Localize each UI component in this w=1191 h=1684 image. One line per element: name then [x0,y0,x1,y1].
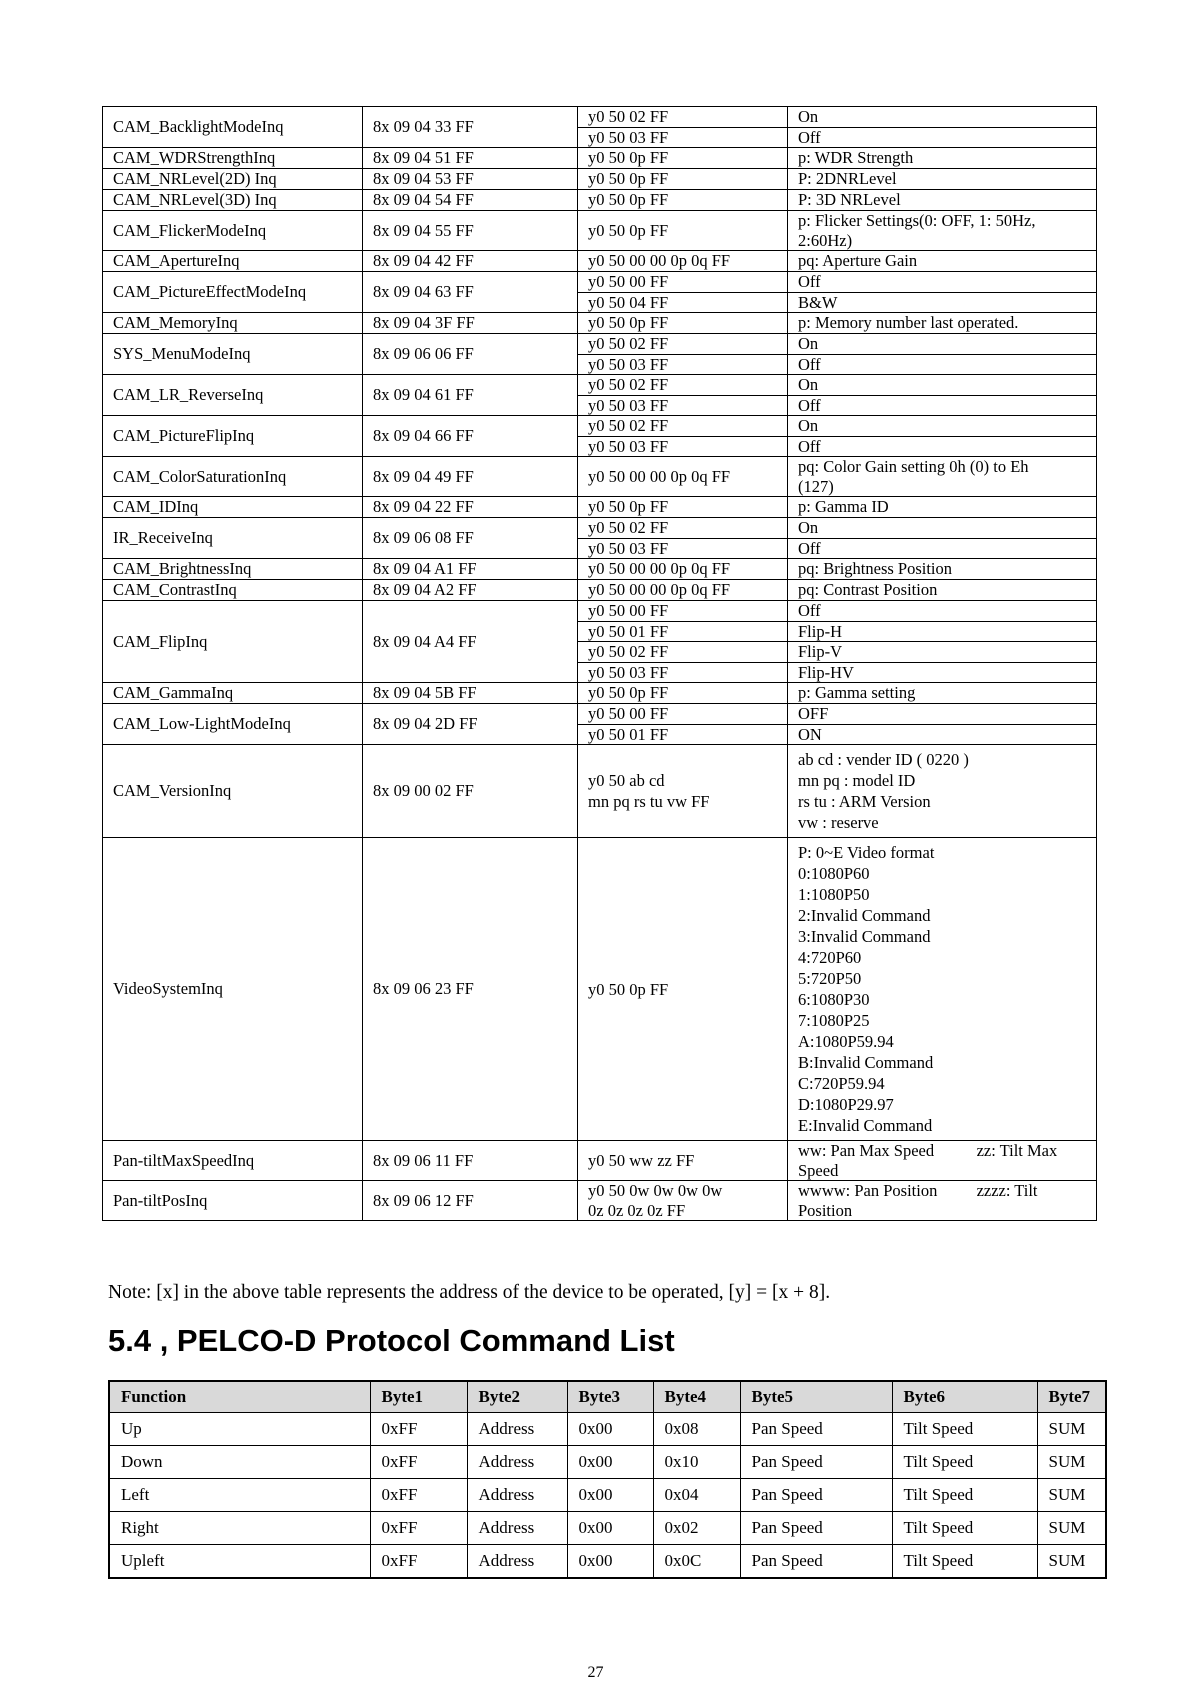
reply-meaning-cell: pq: Brightness Position [788,559,1097,580]
table-row [103,211,1097,251]
inquiry-command-table [102,106,1097,1221]
reply-packet-cell: y0 50 02 FF [578,416,788,437]
inquiry-name-cell: Pan-tiltMaxSpeedInq [103,1141,363,1181]
reply-packet-cell: y0 50 00 FF [578,272,788,293]
table-row [103,334,1097,355]
inquiry-name-cell: CAM_ContrastInq [103,580,363,601]
table-cell: 0x04 [653,1479,740,1512]
inquiry-name-cell: CAM_ColorSaturationInq [103,457,363,497]
reply-packet-cell: y0 50 ab cd mn pq rs tu vw FF [578,745,788,838]
meaning-left-text: wwww: Pan Position Position [798,1181,938,1220]
table-cell: Tilt Speed [892,1512,1037,1545]
table-row [103,580,1097,601]
table-cell: Address [467,1413,567,1446]
table-row [103,375,1097,396]
table-cell: 0xFF [370,1479,467,1512]
table-cell: SUM [1037,1446,1106,1479]
table-row [109,1446,1106,1479]
table-cell: Address [467,1446,567,1479]
reply-meaning-cell: ab cd : vender ID ( 0220 ) mn pq : model ID rs tu : ARM Version vw : reserve [788,745,1097,838]
table-row [103,1181,1097,1221]
reply-packet-cell: y0 50 0p FF [578,169,788,190]
command-packet-cell: 8x 09 04 51 FF [363,148,578,169]
inquiry-name-cell: CAM_PictureFlipInq [103,416,363,457]
command-packet-cell: 8x 09 04 A1 FF [363,559,578,580]
table-row [103,1141,1097,1181]
column-header: Byte3 [567,1381,653,1413]
column-header: Byte7 [1037,1381,1106,1413]
inquiry-name-cell: IR_ReceiveInq [103,518,363,559]
reply-packet-cell: y0 50 03 FF [578,662,788,683]
command-packet-cell: 8x 09 06 12 FF [363,1181,578,1221]
column-header: Byte6 [892,1381,1037,1413]
command-packet-cell: 8x 09 04 2D FF [363,704,578,745]
table-row [109,1545,1106,1579]
meaning-right-text: zz: Tilt Max [976,1141,1058,1160]
table-cell: 0x0C [653,1545,740,1579]
table-row [103,497,1097,518]
table-row [103,838,1097,1141]
pelco-table-body [109,1413,1106,1579]
command-packet-cell: 8x 09 04 54 FF [363,190,578,211]
inquiry-name-cell: CAM_GammaInq [103,683,363,704]
command-packet-cell: 8x 09 04 42 FF [363,251,578,272]
table-cell: 0x00 [567,1545,653,1579]
table-cell: Address [467,1545,567,1579]
table-row [103,313,1097,334]
reply-packet-cell: y0 50 00 00 0p 0q FF [578,559,788,580]
reply-packet-cell: y0 50 0p FF [578,497,788,518]
reply-packet-cell: y0 50 02 FF [578,334,788,355]
reply-meaning-cell: p: Flicker Settings(0: OFF, 1: 50Hz, 2:60Hz) [788,211,1097,251]
table-cell: SUM [1037,1413,1106,1446]
column-header: Function [109,1381,370,1413]
reply-packet-cell: y0 50 0w 0w 0w 0w 0z 0z 0z 0z FF [578,1181,788,1221]
inquiry-name-cell: CAM_BacklightModeInq [103,107,363,148]
table-row [103,518,1097,539]
reply-meaning-cell: On [788,416,1097,437]
table-cell: Tilt Speed [892,1479,1037,1512]
table-cell: 0xFF [370,1512,467,1545]
reply-meaning-cell: p: WDR Strength [788,148,1097,169]
table-cell: Upleft [109,1545,370,1579]
command-packet-cell: 8x 09 04 A2 FF [363,580,578,601]
reply-meaning-cell: P: 3D NRLevel [788,190,1097,211]
command-packet-cell: 8x 09 06 23 FF [363,838,578,1141]
reply-meaning-cell: p: Gamma ID [788,497,1097,518]
table-cell: 0x00 [567,1479,653,1512]
table-row [103,272,1097,293]
inquiry-name-cell: CAM_PictureEffectModeInq [103,272,363,313]
table-cell: Pan Speed [740,1512,892,1545]
reply-packet-cell: y0 50 00 00 0p 0q FF [578,251,788,272]
reply-meaning-cell: Off [788,127,1097,148]
table-cell: Pan Speed [740,1446,892,1479]
reply-meaning-cell: On [788,334,1097,355]
table-row [103,559,1097,580]
command-packet-cell: 8x 09 04 22 FF [363,497,578,518]
reply-meaning-cell: B&W [788,292,1097,313]
table-cell: 0x00 [567,1446,653,1479]
table-cell: Right [109,1512,370,1545]
reply-packet-cell: y0 50 01 FF [578,724,788,745]
reply-packet-cell: y0 50 03 FF [578,354,788,375]
reply-packet-cell: y0 50 00 FF [578,704,788,725]
reply-packet-cell: y0 50 0p FF [578,190,788,211]
reply-meaning-cell: Off [788,272,1097,293]
page-number: 27 [587,1664,604,1681]
reply-packet-cell: y0 50 03 FF [578,395,788,416]
reply-meaning-cell: p: Memory number last operated. [788,313,1097,334]
inquiry-name-cell: CAM_IDInq [103,497,363,518]
command-packet-cell: 8x 09 00 02 FF [363,745,578,838]
inquiry-name-cell: CAM_WDRStrengthInq [103,148,363,169]
reply-meaning-cell: Flip-HV [788,662,1097,683]
inquiry-name-cell: CAM_FlickerModeInq [103,211,363,251]
reply-packet-cell: y0 50 03 FF [578,436,788,457]
table-row [109,1512,1106,1545]
reply-packet-cell: y0 50 02 FF [578,518,788,539]
table-row [103,457,1097,497]
command-packet-cell: 8x 09 04 53 FF [363,169,578,190]
reply-meaning-cell: p: Gamma setting [788,683,1097,704]
reply-meaning-cell: Off [788,436,1097,457]
reply-meaning-cell: On [788,107,1097,128]
inquiry-table-body [103,107,1097,1221]
reply-meaning-cell: Flip-V [788,642,1097,663]
table-cell: Left [109,1479,370,1512]
reply-packet-cell: y0 50 0p FF [578,683,788,704]
inquiry-name-cell: Pan-tiltPosInq [103,1181,363,1221]
inquiry-name-cell: CAM_NRLevel(3D) Inq [103,190,363,211]
table-cell: 0x08 [653,1413,740,1446]
table-note: Note: [x] in the above table represents the address of the device to be operated, [y] = [x + 8]. [108,1282,831,1303]
table-row [103,169,1097,190]
command-packet-cell: 8x 09 04 55 FF [363,211,578,251]
reply-meaning-cell: P: 0~E Video format 0:1080P60 1:1080P50 2:Invalid Command 3:Invalid Command 4:720P60 5:720P50 6:1080P30 7:1080P25 A:1080P59.94 B:Invalid Command C:720P59.94 D:1080P29.97 E:Invalid Command [788,838,1097,1141]
reply-packet-cell: y0 50 00 00 0p 0q FF [578,580,788,601]
reply-meaning-cell [788,1181,1097,1221]
inquiry-name-cell: CAM_BrightnessInq [103,559,363,580]
command-packet-cell: 8x 09 04 5B FF [363,683,578,704]
inquiry-name-cell: SYS_MenuModeInq [103,334,363,375]
inquiry-name-cell: CAM_MemoryInq [103,313,363,334]
table-cell: Tilt Speed [892,1446,1037,1479]
table-cell: 0xFF [370,1413,467,1446]
reply-packet-cell: y0 50 01 FF [578,621,788,642]
table-cell: Up [109,1413,370,1446]
inquiry-name-cell: VideoSystemInq [103,838,363,1141]
reply-packet-cell: y0 50 00 00 0p 0q FF [578,457,788,497]
inquiry-name-cell: CAM_ApertureInq [103,251,363,272]
table-cell: Pan Speed [740,1413,892,1446]
reply-meaning-cell: OFF [788,704,1097,725]
table-row [103,190,1097,211]
table-cell: 0x00 [567,1413,653,1446]
table-row [103,745,1097,838]
reply-packet-cell: y0 50 0p FF [578,313,788,334]
section-title: 5.4 , PELCO-D Protocol Command List [108,1323,675,1358]
reply-meaning-cell: On [788,375,1097,396]
inquiry-name-cell: CAM_Low-LightModeInq [103,704,363,745]
column-header: Byte2 [467,1381,567,1413]
pelco-header-row [109,1381,1106,1413]
reply-meaning-cell: pq: Aperture Gain [788,251,1097,272]
column-header: Byte4 [653,1381,740,1413]
reply-meaning-cell: Off [788,395,1097,416]
inquiry-name-cell: CAM_NRLevel(2D) Inq [103,169,363,190]
table-cell: Address [467,1479,567,1512]
table-row [103,107,1097,128]
pelco-d-command-table [108,1380,1107,1579]
column-header: Byte5 [740,1381,892,1413]
table-row [103,148,1097,169]
command-packet-cell: 8x 09 04 49 FF [363,457,578,497]
reply-packet-cell: y0 50 02 FF [578,642,788,663]
reply-meaning-cell: Off [788,354,1097,375]
meaning-left-text: ww: Pan Max Speed Speed [798,1141,935,1180]
reply-packet-cell: y0 50 0p FF [578,838,788,1141]
reply-meaning-cell: pq: Contrast Position [788,580,1097,601]
reply-meaning-cell: On [788,518,1097,539]
reply-packet-cell: y0 50 0p FF [578,211,788,251]
table-cell: Address [467,1512,567,1545]
table-cell: Down [109,1446,370,1479]
reply-packet-cell: y0 50 02 FF [578,107,788,128]
reply-meaning-cell [788,1141,1097,1181]
inquiry-name-cell: CAM_LR_ReverseInq [103,375,363,416]
table-cell: SUM [1037,1479,1106,1512]
command-packet-cell: 8x 09 06 11 FF [363,1141,578,1181]
table-cell: 0xFF [370,1545,467,1579]
command-packet-cell: 8x 09 06 08 FF [363,518,578,559]
reply-packet-cell: y0 50 03 FF [578,127,788,148]
table-cell: 0xFF [370,1446,467,1479]
table-cell: Tilt Speed [892,1413,1037,1446]
table-row [103,704,1097,725]
reply-meaning-cell: Off [788,538,1097,559]
table-cell: 0x02 [653,1512,740,1545]
command-packet-cell: 8x 09 04 A4 FF [363,601,578,683]
reply-meaning-cell: pq: Color Gain setting 0h (0) to Eh (127) [788,457,1097,497]
command-packet-cell: 8x 09 04 61 FF [363,375,578,416]
command-packet-cell: 8x 09 04 3F FF [363,313,578,334]
reply-packet-cell: y0 50 03 FF [578,538,788,559]
command-packet-cell: 8x 09 04 33 FF [363,107,578,148]
reply-packet-cell: y0 50 04 FF [578,292,788,313]
reply-meaning-cell: Off [788,601,1097,622]
reply-packet-cell: y0 50 0p FF [578,148,788,169]
reply-packet-cell: y0 50 02 FF [578,375,788,396]
table-cell: SUM [1037,1545,1106,1579]
table-cell: Pan Speed [740,1479,892,1512]
command-packet-cell: 8x 09 04 66 FF [363,416,578,457]
reply-meaning-cell: P: 2DNRLevel [788,169,1097,190]
table-cell: Pan Speed [740,1545,892,1579]
table-row [109,1479,1106,1512]
table-row [103,251,1097,272]
meaning-right-text: zzzz: Tilt [976,1181,1038,1200]
table-row [103,683,1097,704]
column-header: Byte1 [370,1381,467,1413]
table-row [103,416,1097,437]
inquiry-name-cell: CAM_VersionInq [103,745,363,838]
inquiry-name-cell: CAM_FlipInq [103,601,363,683]
table-row [103,601,1097,622]
reply-meaning-cell: ON [788,724,1097,745]
table-cell: 0x00 [567,1512,653,1545]
reply-packet-cell: y0 50 ww zz FF [578,1141,788,1181]
reply-packet-cell: y0 50 00 FF [578,601,788,622]
table-cell: Tilt Speed [892,1545,1037,1579]
reply-meaning-cell: Flip-H [788,621,1097,642]
table-cell: 0x10 [653,1446,740,1479]
table-row [109,1413,1106,1446]
command-packet-cell: 8x 09 06 06 FF [363,334,578,375]
command-packet-cell: 8x 09 04 63 FF [363,272,578,313]
table-cell: SUM [1037,1512,1106,1545]
